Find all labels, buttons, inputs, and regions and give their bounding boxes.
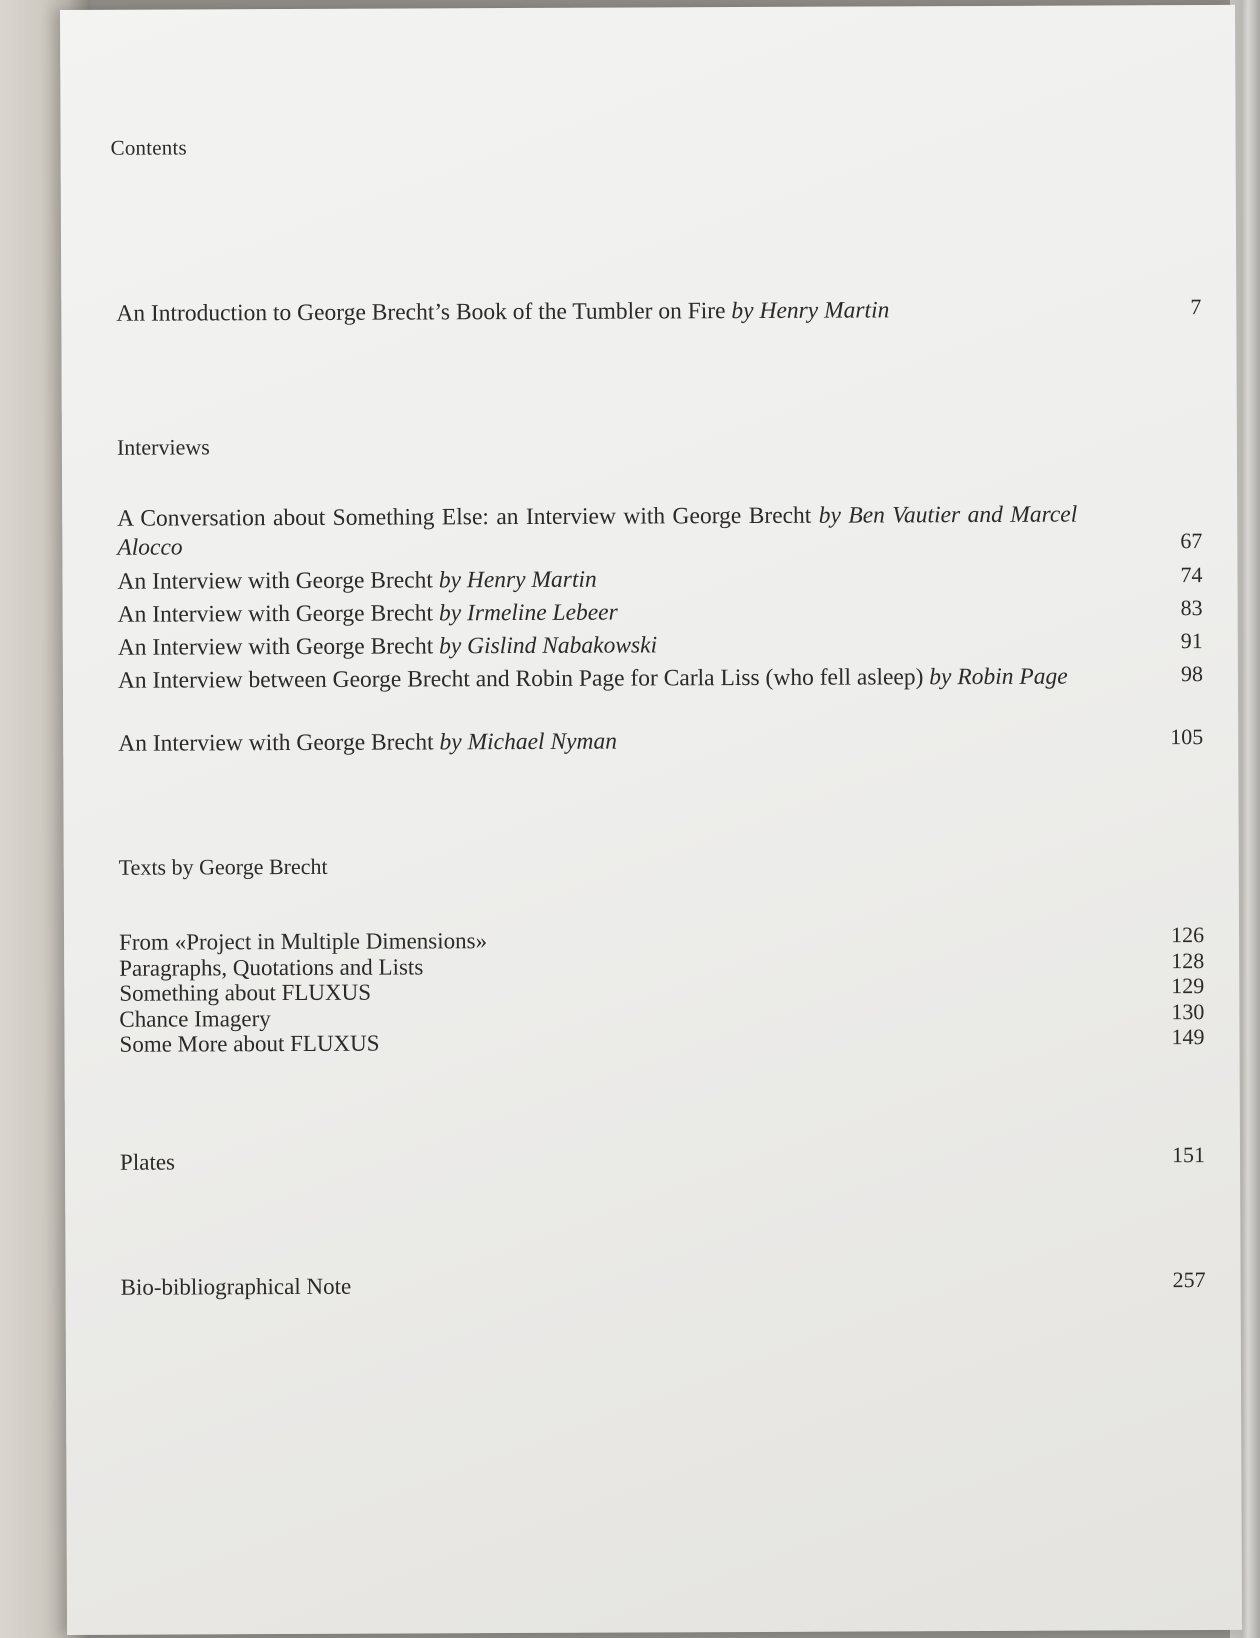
toc-entry-title: Some More about FLUXUS <box>119 1030 380 1057</box>
toc-page-number: 130 <box>1171 998 1205 1024</box>
toc-entry-title: An Interview with George Brecht by Michael Nyman <box>118 728 618 757</box>
plates-entry <box>119 1142 1206 1175</box>
toc-page-number: 91 <box>1180 628 1203 654</box>
list-item <box>119 1024 1205 1057</box>
contents-page <box>60 5 1242 1635</box>
toc-entry-title: Bio-bibliographical Note <box>120 1273 352 1300</box>
toc-page-number: 105 <box>1170 724 1204 750</box>
texts-list <box>119 922 1205 1057</box>
toc-entry-title: An Introduction to George Brecht’s Book of the Tumbler on Fire by Henry Martin <box>116 297 890 327</box>
toc-entry-interview <box>117 563 1202 597</box>
toc-page-number: 7 <box>1190 294 1202 320</box>
section-heading-texts: Texts by George Brecht <box>118 853 328 880</box>
toc-page-number: 83 <box>1180 595 1203 621</box>
toc-entry-title: From «Project in Multiple Dimensions» <box>119 928 488 955</box>
toc-entry-interview <box>118 596 1203 630</box>
contents-heading: Contents <box>110 135 187 160</box>
toc-entry-title: Chance Imagery <box>119 1005 271 1032</box>
list-item <box>119 1142 1206 1175</box>
toc-entry-title: An Interview with George Brecht by Irmeline Lebeer <box>117 599 618 628</box>
toc-page-number: 149 <box>1171 1024 1205 1050</box>
toc-entry-title: Something about FLUXUS <box>119 979 372 1006</box>
toc-page-number: 128 <box>1171 947 1205 973</box>
toc-entry-title: An Interview between George Brecht and Robin Page for Carla Liss (who fell asleep) by Robin Page <box>117 663 1068 694</box>
toc-page-number: 98 <box>1180 661 1203 687</box>
toc-entry-interview <box>118 662 1203 696</box>
toc-page-number: 67 <box>1180 528 1203 554</box>
toc-entry-title: Paragraphs, Quotations and Lists <box>119 953 424 981</box>
toc-entry-intro <box>116 295 1201 329</box>
toc-page-number: 151 <box>1171 1142 1206 1168</box>
toc-entry-interview <box>117 500 1202 563</box>
section-heading-interviews: Interviews <box>116 434 210 460</box>
toc-entry-interview <box>118 629 1203 663</box>
toc-entry-title: An Interview with George Brecht by Gislind Nabakowski <box>117 632 658 661</box>
toc-entry-interview <box>118 725 1203 759</box>
bio-entry <box>120 1267 1206 1300</box>
toc-entry-title: Plates <box>119 1149 176 1175</box>
toc-entry-title: An Interview with George Brecht by Henry Martin <box>117 566 597 595</box>
toc-page-number: 257 <box>1172 1267 1206 1293</box>
toc-entry-title: A Conversation about Something Else: an Interview with George Brecht by Ben Vautier and Marcel Alocco <box>117 501 1078 561</box>
toc-page-number: 74 <box>1180 562 1203 588</box>
toc-page-number: 126 <box>1170 922 1205 948</box>
toc-page-number: 129 <box>1171 973 1205 999</box>
list-item <box>120 1267 1206 1300</box>
